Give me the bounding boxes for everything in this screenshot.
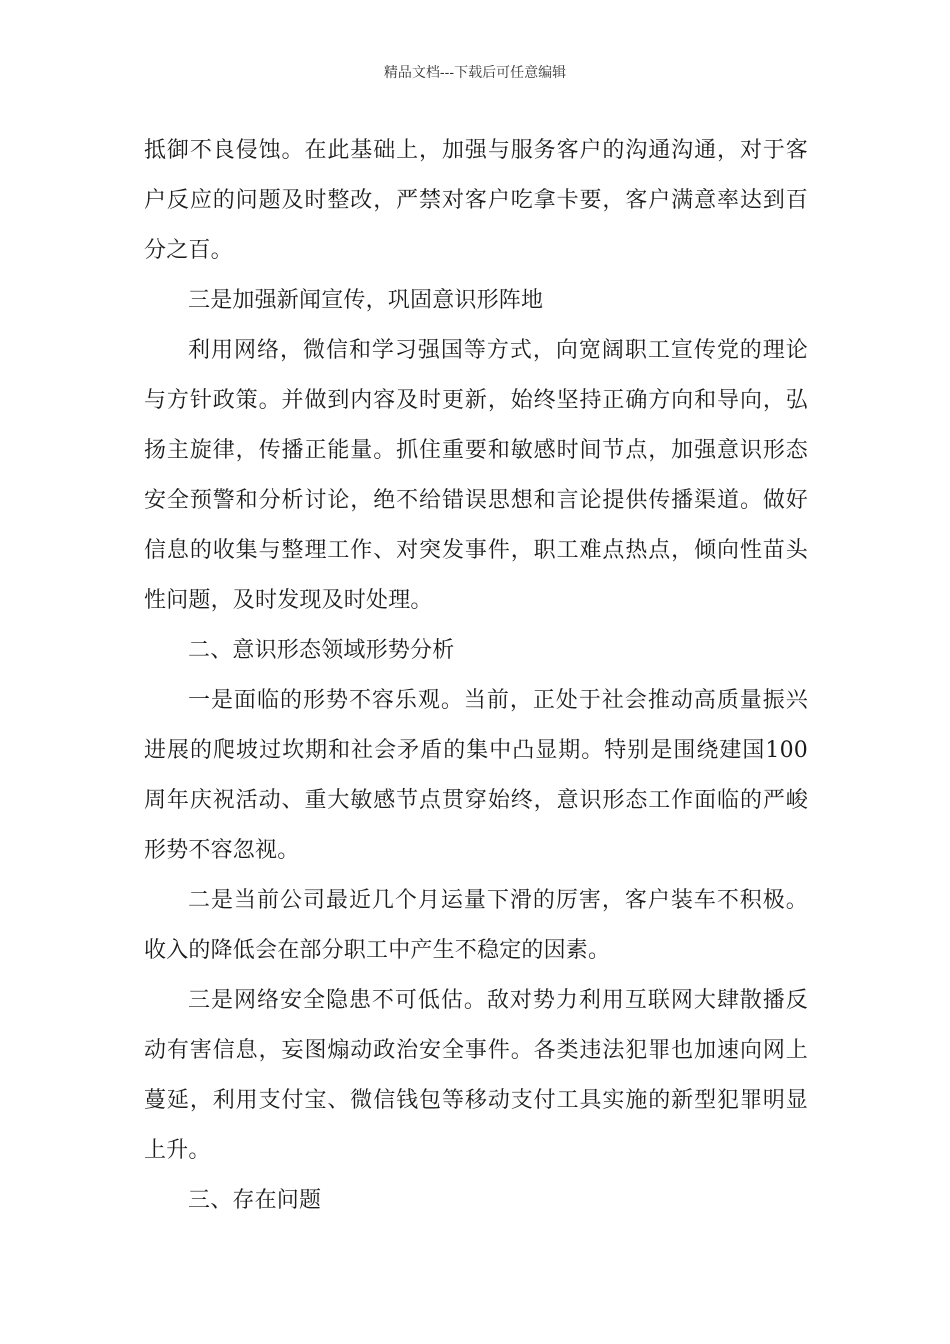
section-heading: 二、意识形态领域形势分析	[188, 638, 455, 663]
paragraph: 三是网络安全隐患不可低估。敌对势力利用互联网大肆散播反动有害信息，妄图煽动政治安全事件。各类违法犯罪也加速向网上蔓延，利用支付宝、微信钱包等移动支付工具实施的新型犯罪明显上升。	[144, 988, 808, 1163]
paragraph: 一是面临的形势不容乐观。当前，正处于社会推动高质量振兴进展的爬坡过坎期和社会矛盾的集中凸显期。特别是围绕建国100周年庆祝活动、重大敏感节点贯穿始终，意识形态工作面临的严峻形势不容忽视。	[144, 688, 808, 863]
document-body	[144, 126, 808, 1226]
page-header: 精品文档---下载后可任意编辑	[383, 65, 567, 81]
section-heading: 三、存在问题	[188, 1188, 322, 1213]
paragraph: 二是当前公司最近几个月运量下滑的厉害，客户装车不积极。收入的降低会在部分职工中产生不稳定的因素。	[144, 888, 808, 963]
section-heading: 三是加强新闻宣传，巩固意识形阵地	[188, 288, 544, 313]
paragraph: 利用网络，微信和学习强国等方式，向宽阔职工宣传党的理论与方针政策。并做到内容及时更新，始终坚持正确方向和导向，弘扬主旋律，传播正能量。抓住重要和敏感时间节点，加强意识形态安全预警和分析讨论，绝不给错误思想和言论提供传播渠道。做好信息的收集与整理工作、对突发事件，职工难点热点，倾向性苗头性问题，及时发现及时处理。	[144, 338, 808, 613]
paragraph: 抵御不良侵蚀。在此基础上，加强与服务客户的沟通沟通，对于客户反应的问题及时整改，严禁对客户吃拿卡要，客户满意率达到百分之百。	[144, 138, 808, 263]
